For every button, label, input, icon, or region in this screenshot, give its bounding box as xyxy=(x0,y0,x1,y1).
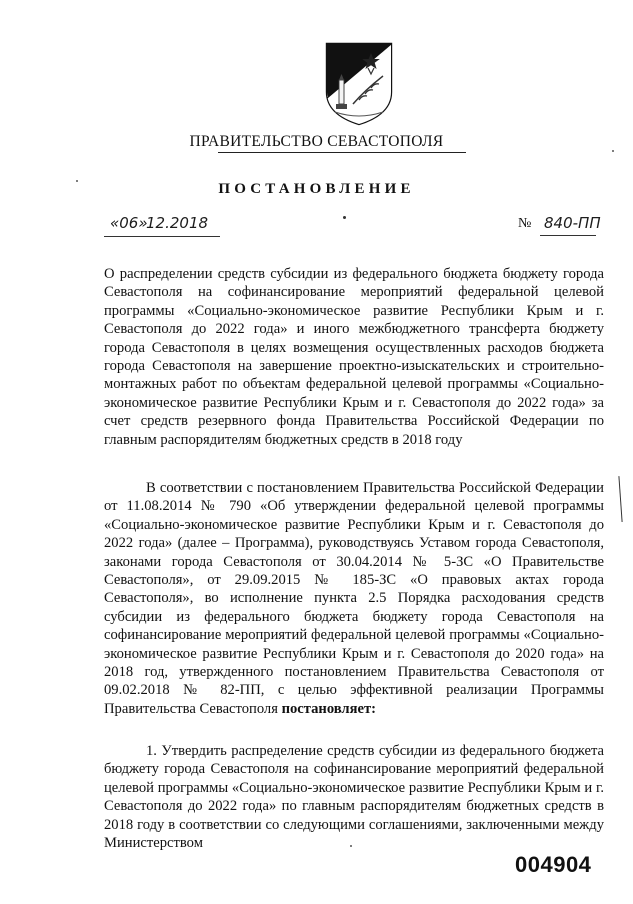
scan-speck xyxy=(76,180,78,182)
decree-date-field xyxy=(104,212,220,237)
decree-date-day: «06» xyxy=(110,214,148,232)
decree-item-1: 1. Утвердить распределение средств субсидии из федерального бюджета бюджету города Севастополя на софинансирование мероприятий федеральной целевой программы «Социально-экономическое развитие Республики Крым и г. Севастополя до 2022 года» по главным распорядителям бюджетных средств в 2018 году в соответствии со следующими соглашениями, заключенными между Министерством xyxy=(104,743,604,852)
decree-number-line xyxy=(540,212,601,236)
resolves-keyword: постановляет: xyxy=(281,700,377,717)
decree-preamble xyxy=(104,479,604,718)
decree-subject: О распределении средств субсидии из федерального бюджета бюджету города Севастополя на софинансирование мероприятий федеральной целевой программы «Социально-экономическое развитие Республики Крым и г. Севастополя до 2022 года» и иного межбюджетного трансферта бюджету города Севастополя в целях возмещения осуществленных расходов бюджета города Севастополя на завершение проектно-изыскательских и строительно-монтажных работ по объектам федеральной целевой программы «Социально-экономическое развитие Республики Крым и г. Севастополя до 2022 года» за счет средств резервного фонда Правительства Российской Федерации по главным распорядителям бюджетных средств в 2018 году xyxy=(104,266,604,448)
preamble-text: В соответствии с постановлением Правительства Российской Федерации от 11.08.2014 № 790 «Об утверждении федеральной целевой программы «Социально-экономическое развитие Республики Крым и г. Севастополя до 2022 года» (далее – Программа), руководствуясь Уставом города Севастополя, законами города Севастополя от 30.04.2014 № 5-ЗС «О Правительстве Севастополя», от 29.09.2015 № 185-ЗС «О правовых актах города Севастополя», во исполнение пункта 2.5 Порядка расходования средств субсидии из федерального бюджета бюджету города Севастополя на софинансирование мероприятий федеральной целевой программы «Социально-экономическое развитие Республики Крым и г. Севастополя до 2020 года» на 2018 год, утвержденного постановлением Правительства Севастополя от 09.02.2018 № 82-ПП, с целью эффективной реализации Программы Правительства Севастополя xyxy=(104,480,604,717)
decree-number-value: 840-ПП xyxy=(544,214,601,232)
number-sign: № xyxy=(518,216,532,231)
scan-speck xyxy=(612,150,614,152)
sevastopol-coat-of-arms xyxy=(323,40,395,126)
document-type-title: ПОСТАНОВЛЕНИЕ xyxy=(218,181,415,197)
scan-speck xyxy=(350,845,352,847)
decree-date-month-year: 12.2018 xyxy=(146,214,209,232)
form-serial-number: 004904 xyxy=(515,852,592,877)
authority-underline xyxy=(218,152,466,153)
margin-pen-mark xyxy=(618,476,624,522)
decree-number-field xyxy=(518,212,602,236)
issuing-authority: ПРАВИТЕЛЬСТВО СЕВАСТОПОЛЯ xyxy=(189,133,444,150)
ink-dot xyxy=(343,216,346,219)
